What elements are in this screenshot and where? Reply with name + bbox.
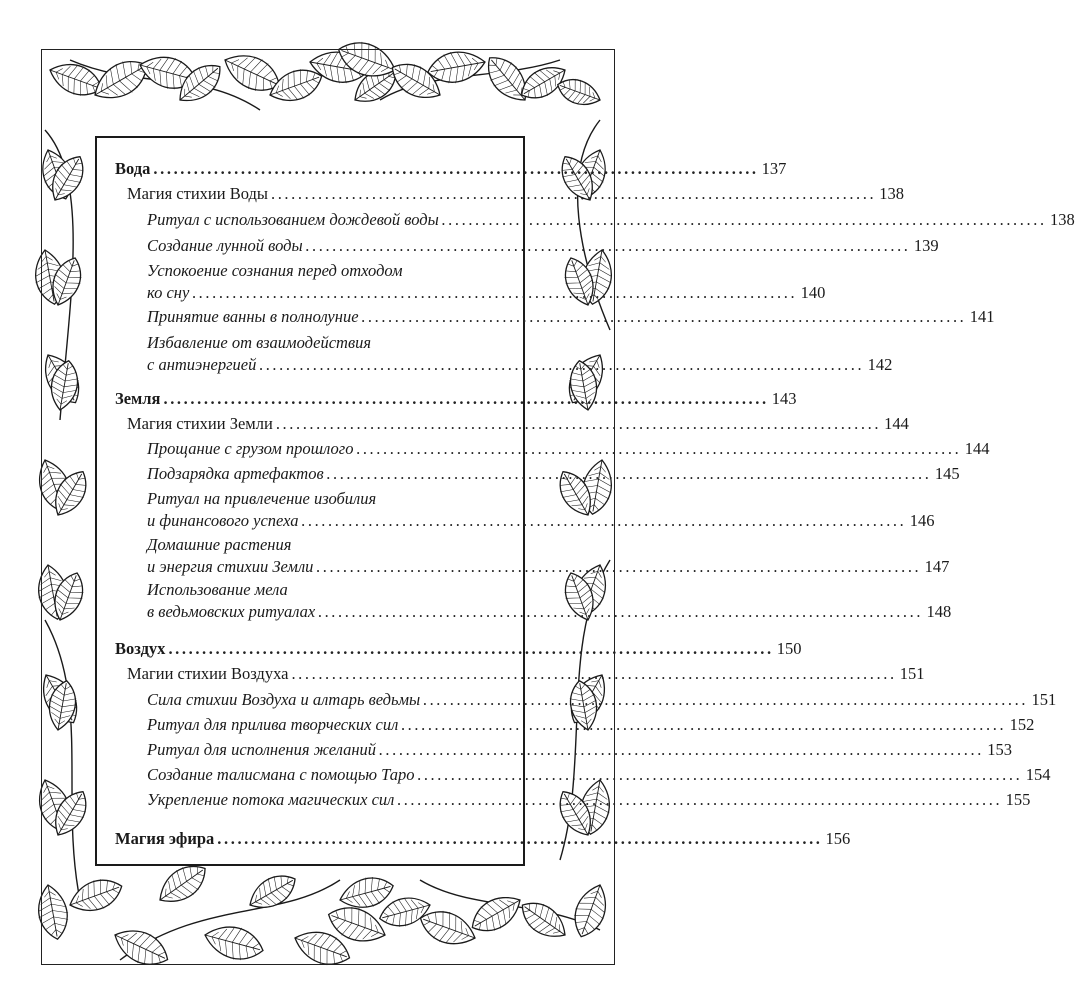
page-number: 150 <box>776 639 802 658</box>
table-of-contents <box>95 136 1075 866</box>
section-title: Воздух <box>115 639 166 658</box>
toc-item: Создание талисмана с помощью Таро .......................................................................................... 154 <box>147 765 1051 784</box>
page-number: 143 <box>771 389 797 408</box>
page-number: 148 <box>926 602 952 621</box>
toc-subsection-earth-magic: Магия стихии Земли .......................................................................................... 144 <box>127 414 909 433</box>
section-title: Магия эфира <box>115 829 215 848</box>
toc-subsection-water-magic: Магия стихии Воды .......................................................................................... 138 <box>127 184 904 203</box>
page-number: 137 <box>761 159 787 178</box>
toc-item: Создание лунной воды .......................................................................................... 139 <box>147 236 939 255</box>
page-number: 153 <box>987 740 1013 759</box>
page-number: 154 <box>1025 765 1051 784</box>
page-number: 144 <box>884 414 909 433</box>
toc-section-air: Воздух .......................................................................................... 150 <box>115 639 802 658</box>
page-number: 156 <box>825 829 851 848</box>
page-number: 146 <box>909 511 935 530</box>
toc-subsection-air-magic: Магии стихии Воздуха .......................................................................................... 151 <box>127 664 925 683</box>
page-number: 147 <box>924 557 950 576</box>
page-number: 151 <box>1031 690 1057 709</box>
toc-item: Успокоение сознания перед отходом ко сну .......................................................................................... 140 <box>147 261 826 302</box>
toc-section-ether: Магия эфира .......................................................................................... 156 <box>115 829 851 848</box>
toc-item: Укрепление потока магических сил .......................................................................................... 155 <box>147 790 1031 809</box>
page-number: 145 <box>934 464 960 483</box>
page-number: 151 <box>899 664 925 683</box>
toc-item: Ритуал для исполнения желаний .......................................................................................... 153 <box>147 740 1013 759</box>
toc-item: Домашние растения и энергия стихии Земли .......................................................................................... 147 <box>147 535 950 576</box>
toc-item: Избавление от взаимодействия с антиэнергией .......................................................................................... 142 <box>147 333 893 374</box>
toc-item: Сила стихии Воздуха и алтарь ведьмы .......................................................................................... 151 <box>147 690 1057 709</box>
toc-section-water: Вода .......................................................................................... 137 <box>115 159 787 178</box>
page-number: 138 <box>1050 210 1075 229</box>
page-number: 139 <box>913 236 939 255</box>
section-title: Вода <box>115 159 151 178</box>
page-number: 144 <box>964 439 990 458</box>
toc-item: Использование мела в ведьмовских ритуалах .......................................................................................... 148 <box>147 580 952 621</box>
toc-item: Ритуал для прилива творческих сил .......................................................................................... 152 <box>147 715 1035 734</box>
page-number: 138 <box>879 184 904 203</box>
page-number: 140 <box>800 283 826 302</box>
page-number: 155 <box>1005 790 1031 809</box>
page-number: 141 <box>969 307 995 326</box>
toc-item: Прощание с грузом прошлого .......................................................................................... 144 <box>147 439 990 458</box>
section-title: Земля <box>115 389 161 408</box>
toc-item: Подзарядка артефактов .......................................................................................... 145 <box>147 464 960 483</box>
toc-section-earth: Земля .......................................................................................... 143 <box>115 389 797 408</box>
page-number: 152 <box>1009 715 1035 734</box>
toc-item: Ритуал с использованием дождевой воды .......................................................................................... 138 <box>147 210 1075 229</box>
toc-item: Принятие ванны в полнолуние .......................................................................................... 141 <box>147 307 995 326</box>
toc-item: Ритуал на привлечение изобилия и финансового успеха .......................................................................................... 146 <box>147 489 935 530</box>
page-number: 142 <box>867 355 893 374</box>
